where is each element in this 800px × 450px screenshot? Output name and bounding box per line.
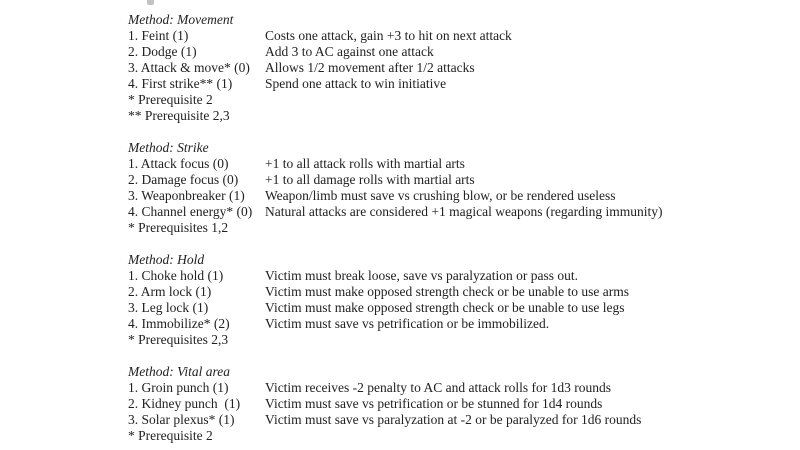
footnote-list (128, 332, 788, 348)
footnote: ** Prerequisite 2,3 (128, 108, 230, 123)
technique-list (128, 28, 788, 92)
technique-list (128, 380, 788, 428)
technique-row (128, 380, 788, 396)
technique-effect: Costs one attack, gain +3 to hit on next attack (265, 28, 512, 43)
technique-name: 3. Attack & move* (0) (128, 60, 250, 75)
technique-row (128, 28, 788, 44)
technique-effect: Weapon/limb must save vs crushing blow, or be rendered useless (265, 188, 616, 203)
footnote-list (128, 92, 788, 124)
technique-row (128, 156, 788, 172)
technique-list (128, 268, 788, 332)
technique-name: 4. Channel energy* (0) (128, 204, 253, 219)
technique-name: 1. Feint (1) (128, 28, 189, 43)
technique-effect: Natural attacks are considered +1 magical weapons (regarding immunity) (265, 204, 663, 219)
technique-name: 3. Weaponbreaker (1) (128, 188, 245, 203)
method-section (128, 12, 788, 124)
technique-name: 1. Attack focus (0) (128, 156, 229, 171)
technique-row (128, 396, 788, 412)
technique-effect: Victim must save vs paralyzation at -2 or be paralyzed for 1d6 rounds (265, 412, 642, 427)
method-heading: Method: Vital area (128, 364, 230, 379)
technique-effect: Spend one attack to win initiative (265, 76, 447, 91)
technique-row (128, 76, 788, 92)
technique-effect: Victim must save vs petrification or be immobilized. (265, 316, 550, 331)
technique-name: 3. Solar plexus* (1) (128, 412, 235, 427)
footnote-list (128, 428, 788, 444)
rules-document (128, 12, 788, 444)
technique-row (128, 60, 788, 76)
method-heading: Method: Movement (128, 12, 234, 27)
technique-effect: Victim must break loose, save vs paralyzation or pass out. (265, 268, 578, 283)
technique-row (128, 300, 788, 316)
technique-name: 2. Dodge (1) (128, 44, 197, 59)
technique-effect: Victim receives -2 penalty to AC and attack rolls for 1d3 rounds (265, 380, 611, 395)
technique-name: 2. Arm lock (1) (128, 284, 212, 299)
technique-effect: +1 to all attack rolls with martial arts (265, 156, 465, 171)
footnote: * Prerequisites 1,2 (128, 220, 229, 235)
technique-name: 2. Damage focus (0) (128, 172, 239, 187)
footnote: * Prerequisite 2 (128, 428, 213, 443)
technique-effect: Add 3 to AC against one attack (265, 44, 434, 59)
footnote-list (128, 220, 788, 236)
technique-name: 1. Choke hold (1) (128, 268, 224, 283)
technique-name: 4. Immobilize* (2) (128, 316, 230, 331)
method-section (128, 364, 788, 444)
technique-row (128, 204, 788, 220)
technique-row (128, 412, 788, 428)
technique-row (128, 316, 788, 332)
method-section (128, 252, 788, 348)
technique-effect: Victim must make opposed strength check or be unable to use arms (265, 284, 629, 299)
method-section (128, 140, 788, 236)
technique-name: 1. Groin punch (1) (128, 380, 229, 395)
footnote: * Prerequisite 2 (128, 92, 213, 107)
technique-effect: Victim must save vs petrification or be stunned for 1d4 rounds (265, 396, 603, 411)
technique-effect: +1 to all damage rolls with martial arts (265, 172, 475, 187)
technique-name: 2. Kidney punch (1) (128, 396, 241, 411)
technique-effect: Victim must make opposed strength check or be unable to use legs (265, 300, 625, 315)
technique-row (128, 172, 788, 188)
technique-row (128, 44, 788, 60)
technique-row (128, 284, 788, 300)
technique-row (128, 188, 788, 204)
method-heading: Method: Hold (128, 252, 205, 267)
technique-name: 3. Leg lock (1) (128, 300, 209, 315)
footnote: * Prerequisites 2,3 (128, 332, 229, 347)
scan-artifact (147, 0, 154, 5)
technique-row (128, 268, 788, 284)
technique-effect: Allows 1/2 movement after 1/2 attacks (265, 60, 475, 75)
technique-name: 4. First strike** (1) (128, 76, 233, 91)
method-heading: Method: Strike (128, 140, 209, 155)
technique-list (128, 156, 788, 220)
